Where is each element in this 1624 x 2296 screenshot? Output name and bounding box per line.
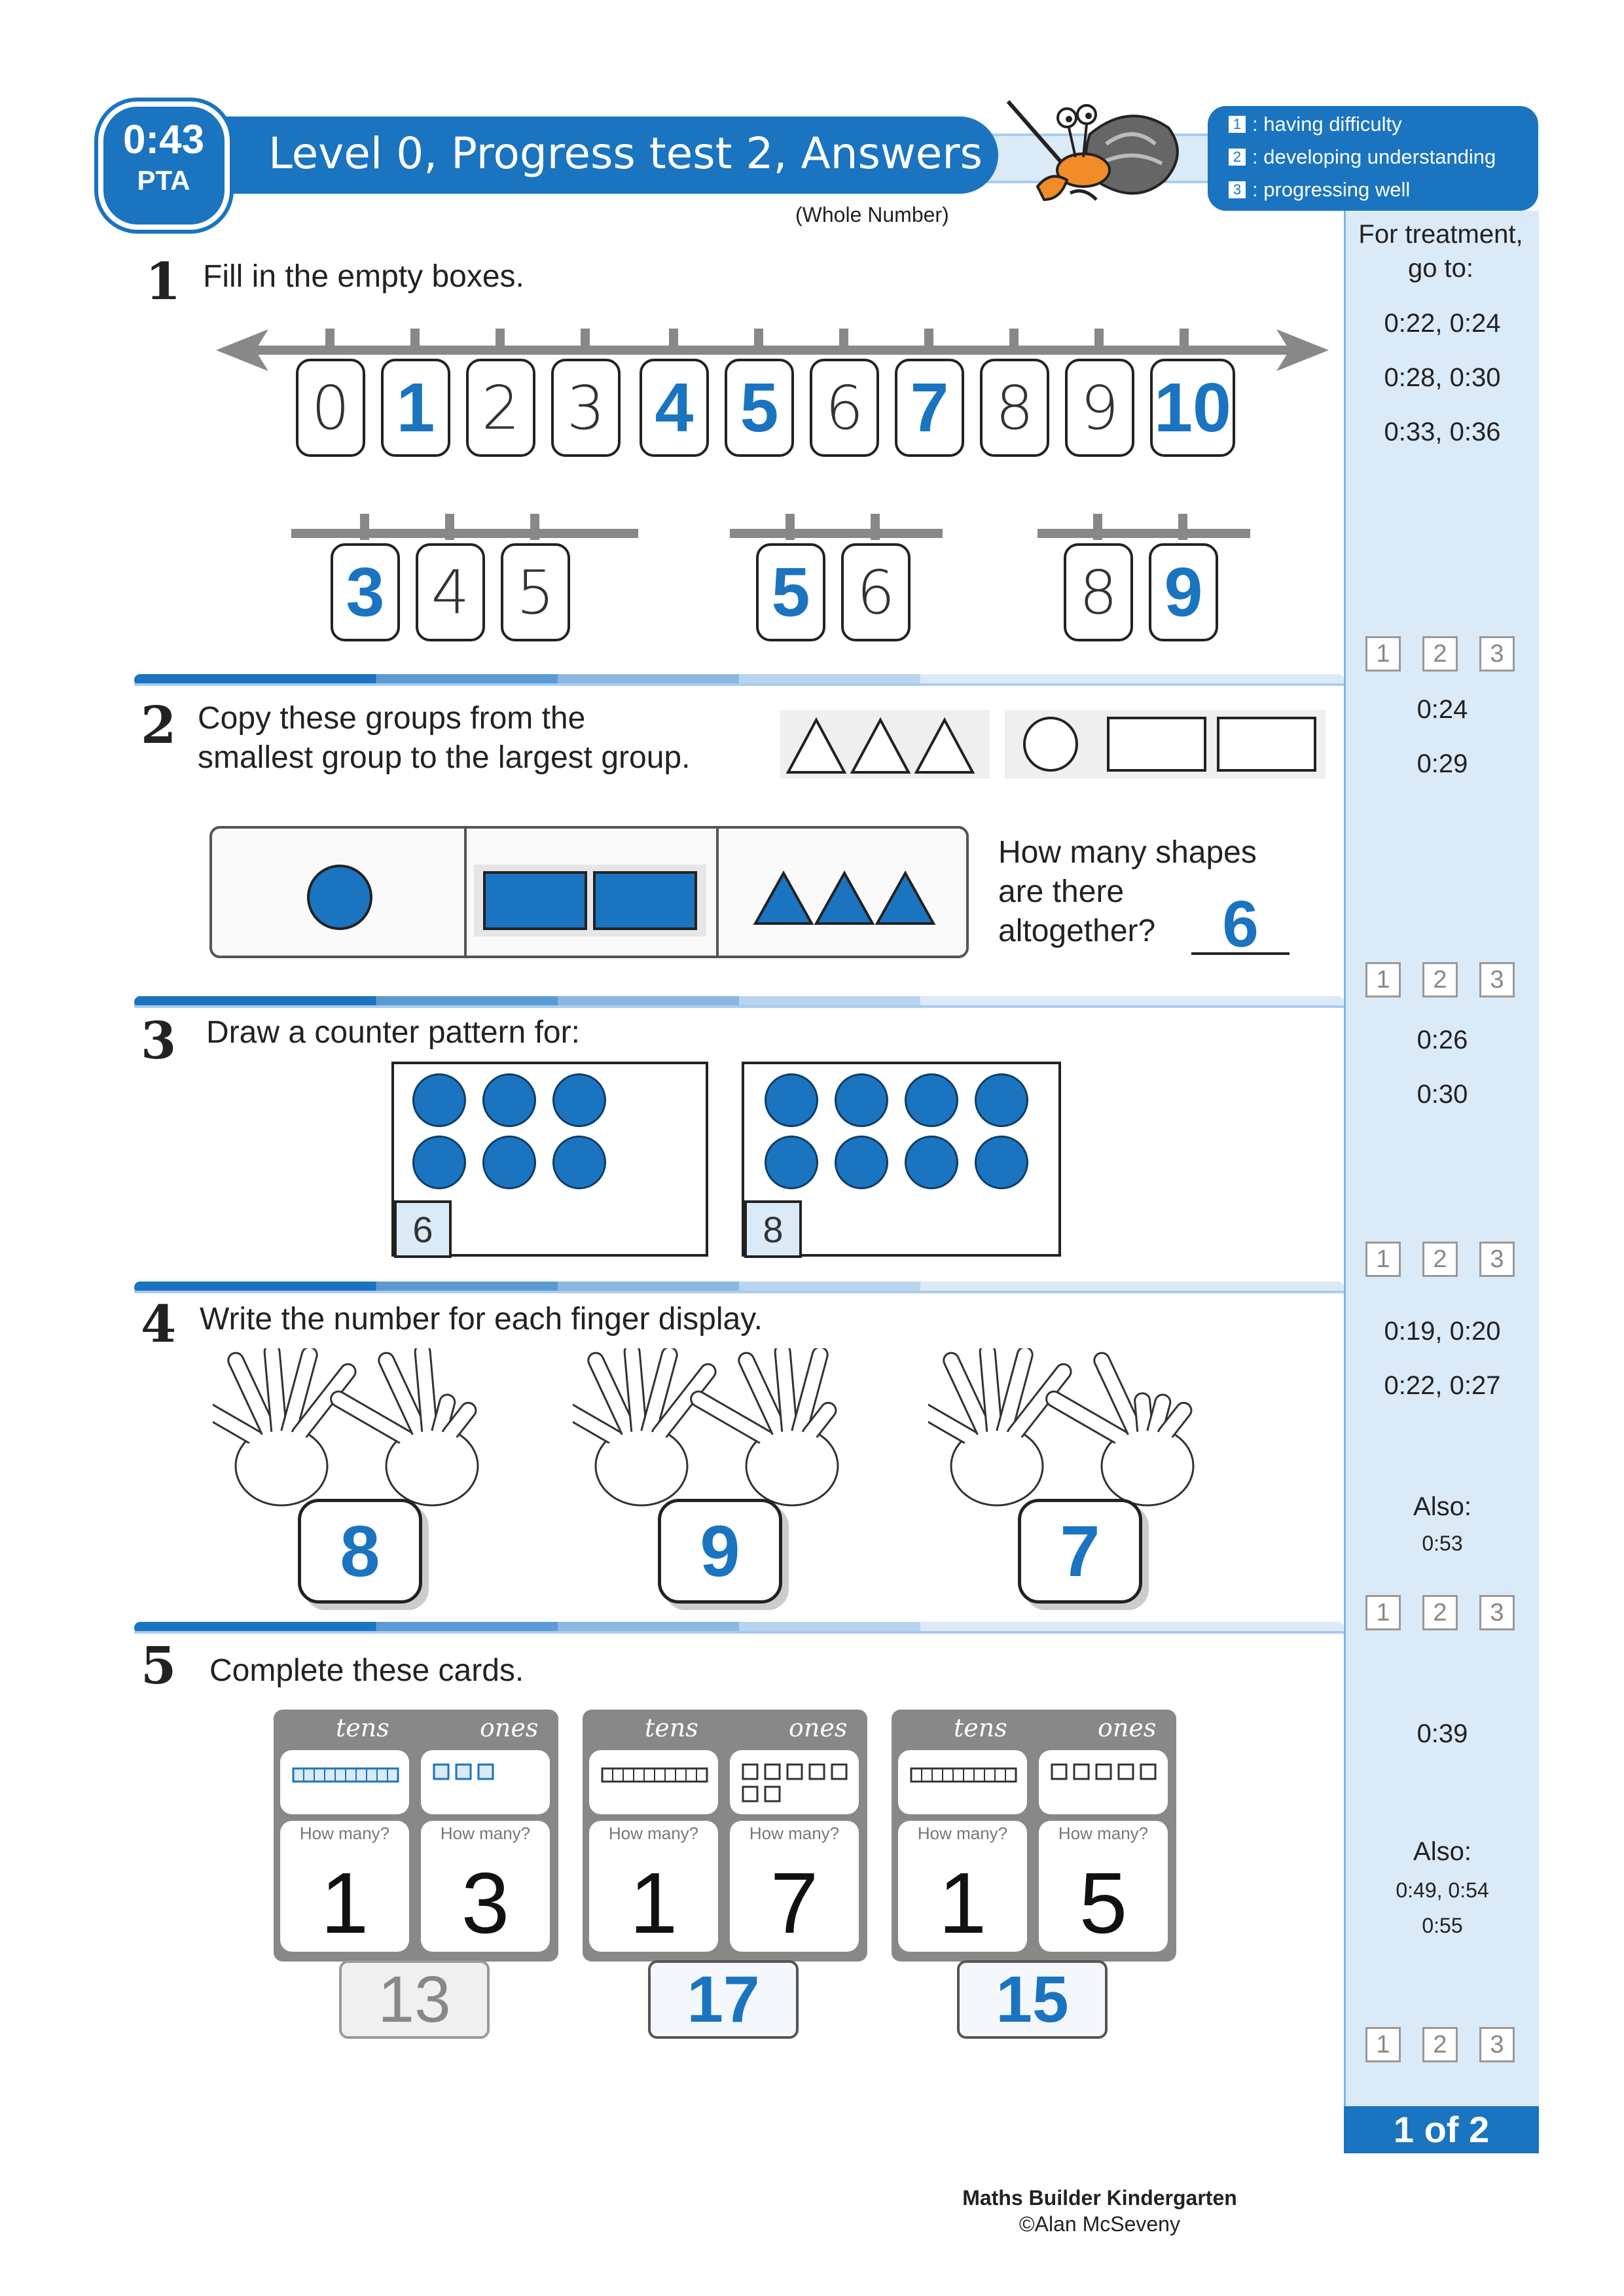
counter-dot: [482, 1073, 536, 1127]
total-answer-box[interactable]: 15: [957, 1960, 1108, 2039]
legend-item: [1229, 145, 1496, 169]
finger-answer-card[interactable]: 7: [1018, 1499, 1142, 1604]
counter-dot: [975, 1136, 1028, 1189]
tick-mark: [1178, 514, 1187, 540]
triangle-outline-icon: [780, 710, 990, 779]
rating-box[interactable]: 2: [1422, 636, 1458, 672]
answer-box[interactable]: 5: [756, 543, 825, 641]
total-example-box: 13: [339, 1960, 490, 2039]
counter-dot: [835, 1073, 888, 1127]
treatment-ref: 0:39: [1416, 1719, 1468, 1748]
filled-rectangle-icon: [474, 865, 706, 937]
how-many-label: How many?: [608, 1823, 699, 1843]
rating-box[interactable]: 2: [1422, 1595, 1458, 1630]
rating-box[interactable]: 3: [1479, 1242, 1515, 1277]
rectangle-panel: [474, 865, 706, 937]
how-many-label: How many?: [299, 1823, 390, 1843]
tick-mark: [445, 514, 454, 540]
tick-mark: [410, 329, 420, 355]
ones-blocks: [1039, 1750, 1168, 1814]
question-text: Complete these cards.: [209, 1653, 524, 1688]
counter-dot: [765, 1073, 818, 1127]
counter-label: 8: [744, 1200, 802, 1258]
number-line-short: [730, 517, 943, 550]
how-many-label: How many?: [440, 1823, 531, 1843]
unit-cube-icon: [421, 1750, 550, 1814]
answer-box[interactable]: 3: [331, 543, 400, 641]
ones-heading: ones: [480, 1713, 539, 1742]
treatment-ref: 0:29: [1416, 749, 1468, 778]
answer-box[interactable]: 9: [1149, 543, 1218, 641]
treatment-ref: 0:53: [1422, 1532, 1463, 1555]
tens-blocks: [589, 1750, 718, 1814]
also-label: Also:: [1413, 1837, 1471, 1866]
treatment-ref: 0:22, 0:24: [1384, 309, 1501, 338]
tick-mark: [1094, 329, 1104, 355]
question-text: How many shapes: [998, 835, 1257, 870]
number-box: 6: [810, 359, 879, 457]
ten-rod-icon: [898, 1750, 1027, 1814]
rating-box[interactable]: 3: [1479, 636, 1515, 672]
counter-dot: [552, 1136, 606, 1189]
how-many-label: How many?: [917, 1823, 1008, 1843]
number-line-short: [1038, 517, 1250, 550]
footer-title: Maths Builder Kindergarten: [962, 2186, 1237, 2210]
ones-digit: 3: [461, 1855, 510, 1951]
counter-dot: [905, 1073, 958, 1127]
number-box: 3: [551, 359, 621, 457]
place-value-card: [583, 1710, 867, 1962]
circle-group: [1005, 710, 1096, 779]
answer-box[interactable]: 7: [895, 359, 964, 457]
rating-box[interactable]: 3: [1479, 2027, 1515, 2062]
counter-dot: [975, 1073, 1028, 1127]
number-box: 6: [841, 543, 911, 641]
ordered-groups-answer: [209, 826, 969, 958]
page-number: 1 of 2: [1344, 2106, 1539, 2153]
triangle-group: [780, 710, 990, 779]
treatment-ref: 0:24: [1416, 695, 1468, 724]
tens-blocks: [898, 1750, 1027, 1814]
number-box: 0: [296, 359, 365, 457]
tens-count-panel: [589, 1821, 718, 1952]
tens-digit: 1: [629, 1855, 678, 1951]
filled-triangle-icon: [752, 868, 942, 927]
hand-fingers-icon: [213, 1348, 501, 1518]
ones-count-panel: [421, 1821, 550, 1952]
treatment-ref: 0:28, 0:30: [1384, 363, 1501, 392]
treatment-ref: 0:19, 0:20: [1384, 1317, 1501, 1346]
treatment-ref: 0:22, 0:27: [1384, 1371, 1501, 1400]
panel-divider: [716, 829, 719, 956]
unit-cube-icon: [730, 1750, 859, 1814]
ones-heading: ones: [1098, 1713, 1157, 1742]
rectangle-group: [1096, 710, 1326, 779]
tick-mark: [581, 329, 590, 355]
legend-key: 1: [1229, 116, 1246, 133]
hand-fingers-icon: [573, 1348, 861, 1518]
footer-copyright: ©Alan McSeveny: [1019, 2212, 1180, 2236]
rating-q1: [1365, 636, 1515, 672]
rating-q5: [1365, 2027, 1515, 2062]
counter-dot: [412, 1073, 466, 1127]
page-title: Level 0, Progress test 2, Answers: [268, 128, 983, 179]
treatment-ref: 0:30: [1416, 1080, 1468, 1109]
legend-box: [1208, 106, 1538, 211]
legend-key: 2: [1229, 149, 1246, 166]
ten-rod-icon: [589, 1750, 718, 1814]
question-number: 3: [141, 1011, 177, 1071]
section-divider: [134, 1622, 1344, 1634]
answer-box[interactable]: 1: [381, 359, 450, 457]
section-divider: [134, 674, 1344, 686]
rating-box[interactable]: 1: [1365, 636, 1401, 672]
question-text: Copy these groups from the: [198, 701, 586, 736]
tick-mark: [785, 514, 795, 540]
number-box: 2: [466, 359, 535, 457]
total-answer-box[interactable]: 17: [648, 1960, 799, 2039]
question-text: Fill in the empty boxes.: [203, 259, 524, 294]
ones-blocks: [730, 1750, 859, 1814]
tick-mark: [530, 514, 539, 540]
tick-mark: [754, 329, 763, 355]
hermit-crab-mascot-icon: [998, 95, 1195, 213]
tens-count-panel: [280, 1821, 409, 1952]
tens-digit: 1: [320, 1855, 369, 1951]
tick-mark: [669, 329, 678, 355]
treatment-ref: 0:26: [1416, 1026, 1468, 1054]
tens-heading: tens: [645, 1713, 698, 1742]
code-suffix: PTA: [137, 165, 190, 196]
rating-q4: [1365, 1595, 1515, 1630]
legend-item: [1229, 113, 1402, 136]
how-many-label: How many?: [749, 1823, 840, 1843]
ones-count-panel: [730, 1821, 859, 1952]
total-shapes-answer[interactable]: 6: [1222, 888, 1259, 961]
ones-digit: 5: [1079, 1855, 1128, 1951]
tick-mark: [496, 329, 505, 355]
tick-mark: [924, 329, 933, 355]
finger-answer-card[interactable]: 9: [658, 1499, 782, 1604]
unit-cube-icon: [1039, 1750, 1168, 1814]
tens-heading: tens: [336, 1713, 389, 1742]
section-divider: [134, 1282, 1344, 1293]
hand-fingers-icon: [928, 1348, 1216, 1518]
sidebar-heading: For treatment, go to:: [1358, 220, 1523, 283]
rating-box[interactable]: 3: [1479, 962, 1515, 997]
tick-mark: [325, 329, 334, 355]
circle-outline-icon: [1005, 710, 1096, 779]
tick-mark: [871, 514, 880, 540]
rating-box[interactable]: 2: [1422, 2027, 1458, 2062]
question-text: altogether?: [998, 914, 1156, 948]
answer-box[interactable]: 10: [1150, 359, 1235, 457]
number-box: 4: [416, 543, 485, 641]
tick-mark: [1093, 514, 1102, 540]
rating-box[interactable]: 1: [1365, 2027, 1401, 2062]
panel-divider: [464, 829, 467, 956]
legend-label: : developing understanding: [1252, 145, 1496, 168]
rating-box[interactable]: 2: [1422, 962, 1458, 997]
question-number: 5: [141, 1636, 177, 1696]
ones-blocks: [421, 1750, 550, 1814]
place-value-card: [892, 1710, 1176, 1962]
question-text: Write the number for each finger display.: [200, 1302, 763, 1336]
tick-mark: [1009, 329, 1019, 355]
ones-count-panel: [1039, 1821, 1168, 1952]
ten-rod-icon: [280, 1750, 409, 1814]
also-label: Also:: [1413, 1492, 1471, 1521]
answer-box[interactable]: 4: [640, 359, 709, 457]
tens-blocks: [280, 1750, 409, 1814]
rectangle-outline-icon: [1096, 710, 1326, 779]
question-text: Draw a counter pattern for:: [206, 1015, 580, 1050]
number-box: 8: [1064, 543, 1133, 641]
rating-box[interactable]: 2: [1422, 1242, 1458, 1277]
counter-dot: [552, 1073, 606, 1127]
treatment-ref: 0:49, 0:54: [1396, 1878, 1489, 1902]
treatment-ref: 0:55: [1422, 1914, 1463, 1937]
finger-answer-card[interactable]: 8: [298, 1499, 422, 1604]
legend-item: [1229, 178, 1410, 202]
counter-dot: [765, 1136, 818, 1189]
rating-q2: [1365, 962, 1515, 997]
number-box: 5: [501, 543, 570, 641]
counter-label: 6: [394, 1200, 452, 1258]
ones-heading: ones: [789, 1713, 848, 1742]
subtitle: (Whole Number): [795, 203, 949, 226]
number-box: 8: [980, 359, 1049, 457]
tick-mark: [1180, 329, 1189, 355]
legend-label: : progressing well: [1252, 178, 1411, 201]
rating-box[interactable]: 1: [1365, 962, 1401, 997]
treatment-sidebar: [1344, 211, 1539, 2142]
rating-q3: [1365, 1242, 1515, 1277]
legend-label: : having difficulty: [1252, 113, 1402, 135]
tick-mark: [360, 514, 369, 540]
counter-dot: [905, 1136, 958, 1189]
answer-box[interactable]: 5: [725, 359, 794, 457]
number-box: 9: [1065, 359, 1134, 457]
tens-count-panel: [898, 1821, 1027, 1952]
filled-circle-icon: [304, 861, 376, 933]
rating-box[interactable]: 1: [1365, 1242, 1401, 1277]
counter-dot: [835, 1136, 888, 1189]
code-number: 0:43: [122, 117, 205, 162]
tens-heading: tens: [954, 1713, 1007, 1742]
treatment-ref: 0:33, 0:36: [1384, 418, 1501, 446]
ones-digit: 7: [770, 1855, 819, 1951]
place-value-card: [274, 1710, 558, 1962]
how-many-label: How many?: [1058, 1823, 1149, 1843]
section-divider: [134, 996, 1344, 1008]
question-number: 2: [141, 696, 177, 755]
rating-box[interactable]: 3: [1479, 1595, 1515, 1630]
counter-dot: [482, 1136, 536, 1189]
tens-digit: 1: [938, 1855, 987, 1951]
counter-dot: [412, 1136, 466, 1189]
rating-box[interactable]: 1: [1365, 1595, 1401, 1630]
question-number: 1: [145, 252, 181, 312]
question-text: smallest group to the largest group.: [198, 740, 691, 775]
question-number: 4: [141, 1295, 177, 1354]
tick-mark: [839, 329, 848, 355]
legend-key: 3: [1229, 181, 1246, 198]
question-text: are there: [998, 874, 1125, 909]
